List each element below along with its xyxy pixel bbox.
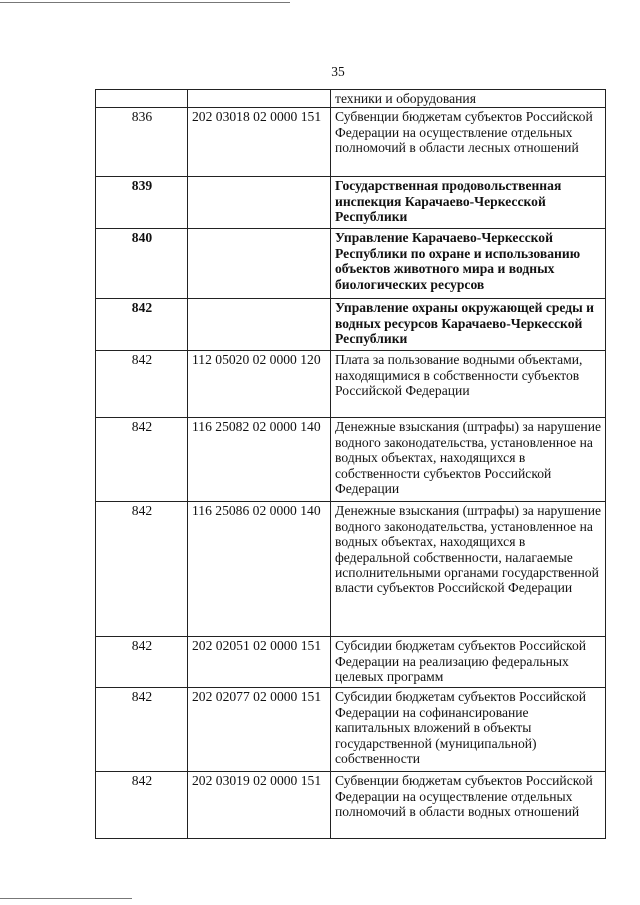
table-row	[96, 177, 606, 229]
admin-code-cell: 842	[96, 637, 188, 688]
kbk-code-cell: 116 25086 02 0000 140	[188, 502, 331, 637]
admin-code-cell: 840	[96, 229, 188, 299]
revenue-name-cell: Государственная продовольственная инспекция Карачаево-Черкесской Республики	[331, 177, 606, 229]
admin-code-cell: 842	[96, 351, 188, 418]
table-row	[96, 108, 606, 177]
table-row	[96, 299, 606, 351]
admin-code-cell: 839	[96, 177, 188, 229]
kbk-code-cell: 116 25082 02 0000 140	[188, 418, 331, 502]
table-row	[96, 688, 606, 772]
table-row	[96, 90, 606, 108]
revenue-name-cell: Денежные взыскания (штрафы) за нарушение водного законодательства, установленное на водных объектах, находящихся в собственности субъектов Российской Федерации	[331, 418, 606, 502]
scan-edge-line-top	[0, 2, 290, 3]
admin-code-cell: 842	[96, 299, 188, 351]
revenue-name-cell: Денежные взыскания (штрафы) за нарушение водного законодательства, установленное на водных объектах, находящихся в федеральной собственности, налагаемые исполнительными органами государственной власти субъектов Российской Федерации	[331, 502, 606, 637]
table-row	[96, 637, 606, 688]
admin-code-cell	[96, 90, 188, 108]
kbk-code-cell	[188, 229, 331, 299]
admin-code-cell: 842	[96, 418, 188, 502]
revenue-name-cell: Управление Карачаево-Черкесской Республики по охране и использованию объектов животного мира и водных биологических ресурсов	[331, 229, 606, 299]
admin-code-cell: 842	[96, 688, 188, 772]
revenue-name-cell: Управление охраны окружающей среды и водных ресурсов Карачаево-Черкесской Республики	[331, 299, 606, 351]
kbk-code-cell: 202 02051 02 0000 151	[188, 637, 331, 688]
kbk-code-cell: 202 03018 02 0000 151	[188, 108, 331, 177]
table-row	[96, 351, 606, 418]
revenue-name-cell: Субвенции бюджетам субъектов Российской Федерации на осуществление отдельных полномочий в области водных отношений	[331, 772, 606, 839]
kbk-code-cell	[188, 90, 331, 108]
revenue-name-cell: Плата за пользование водными объектами, находящимися в собственности субъектов Российской Федерации	[331, 351, 606, 418]
kbk-code-cell	[188, 299, 331, 351]
revenue-codes-table	[95, 89, 606, 839]
table-row	[96, 772, 606, 839]
kbk-code-cell	[188, 177, 331, 229]
kbk-code-cell: 112 05020 02 0000 120	[188, 351, 331, 418]
revenue-name-cell: Субсидии бюджетам субъектов Российской Федерации на софинансирование капитальных вложений в объекты государственной (муниципальной) собственности	[331, 688, 606, 772]
revenue-name-cell: Субсидии бюджетам субъектов Российской Федерации на реализацию федеральных целевых программ	[331, 637, 606, 688]
table-row	[96, 229, 606, 299]
kbk-code-cell: 202 02077 02 0000 151	[188, 688, 331, 772]
admin-code-cell: 836	[96, 108, 188, 177]
revenue-name-cell: техники и оборудования	[331, 90, 606, 108]
page-number: 35	[331, 64, 345, 79]
table-row	[96, 502, 606, 637]
kbk-code-cell: 202 03019 02 0000 151	[188, 772, 331, 839]
admin-code-cell: 842	[96, 772, 188, 839]
revenue-name-cell: Субвенции бюджетам субъектов Российской Федерации на осуществление отдельных полномочий в области лесных отношений	[331, 108, 606, 177]
table-row	[96, 418, 606, 502]
scan-edge-line-bottom	[0, 898, 132, 899]
admin-code-cell: 842	[96, 502, 188, 637]
